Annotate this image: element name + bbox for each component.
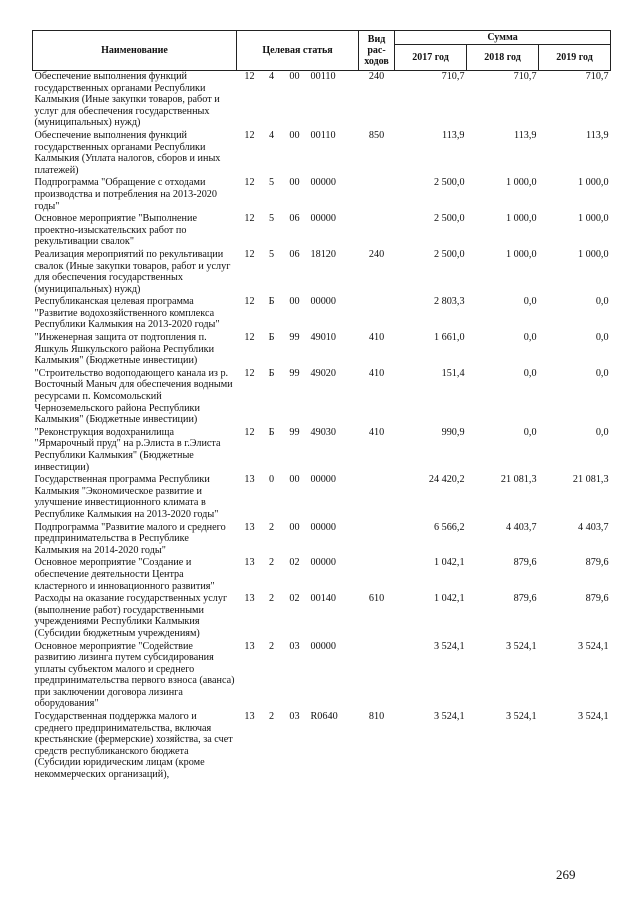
row-name: Подпрограмма "Развитие малого и среднего предпринимательства в Республике Калмыкия на 2014-2020 годы"	[34, 521, 226, 556]
amount-2019: 1 000,0	[577, 248, 609, 260]
table-row	[33, 249, 611, 296]
table-row	[33, 711, 611, 782]
amount-2017: 1 661,0	[433, 332, 465, 344]
amount-2017: 2 803,3	[433, 296, 465, 308]
amount-2017: 6 566,2	[433, 521, 465, 533]
amount-2019: 4 403,7	[577, 521, 609, 533]
header-target-article: Целевая статья	[237, 31, 359, 71]
code-direction: 49030	[310, 426, 336, 438]
amount-2018: 1 000,0	[505, 248, 537, 260]
code-direction: 49020	[310, 367, 336, 379]
row-name: Реализация мероприятий по рекультивации свалок (Иные закупки товаров, работ и услуг для обеспечения государственных (муниципальных) нужд)	[34, 248, 231, 295]
row-name: Основное мероприятие "Выполнение проектно-изыскательских работ по рекультивации свалок"	[34, 213, 197, 248]
row-name: Республиканская целевая программа "Развитие водохозяйственного комплекса Республики Калмыкия на 2013-2020 годы"	[34, 296, 220, 331]
amount-2017: 1 042,1	[433, 593, 465, 605]
code-event: 99	[289, 367, 300, 379]
code-subprogram: 2	[268, 521, 275, 533]
code-direction: 00000	[310, 521, 336, 533]
code-direction: 00000	[310, 640, 336, 652]
table-row	[33, 557, 611, 593]
row-name: Основное мероприятие "Содействие развитию лизинга путем субсидирования уплаты субъектом малого и среднего предпринимательства первого взноса (аванса) при заключении договора лизинга оборудования"	[34, 640, 235, 710]
amount-2018: 879,6	[513, 593, 537, 605]
expense-type	[359, 177, 395, 213]
row-name: Обеспечение выполнения функций государственных органами Республики Калмыкия (Иные закупки товаров, работ и услуг для обеспечения государственных (муниципальных) нужд)	[34, 71, 220, 129]
expense-type	[359, 213, 395, 249]
expense-type: 410	[368, 332, 385, 344]
code-direction: 00140	[310, 593, 336, 605]
code-direction: 00110	[310, 71, 336, 82]
code-subprogram: 2	[268, 711, 275, 723]
table-row	[33, 213, 611, 249]
code-direction: 00110	[310, 129, 336, 141]
code-subprogram: 2	[268, 640, 275, 652]
amount-2019: 0,0	[595, 296, 609, 308]
amount-2019: 113,9	[586, 129, 609, 141]
header-expense-type: Вид рас-ходов	[359, 31, 395, 71]
amount-2019: 3 524,1	[577, 640, 609, 652]
expense-type: 410	[368, 367, 385, 379]
code-direction: R0640	[310, 711, 338, 723]
amount-2017: 3 524,1	[433, 711, 465, 723]
header-year-2019: 2019 год	[539, 45, 611, 71]
code-program: 12	[244, 177, 255, 189]
code-program: 13	[244, 557, 255, 569]
amount-2018: 21 081,3	[500, 474, 537, 486]
code-program: 13	[244, 521, 255, 533]
code-direction: 00000	[310, 213, 336, 225]
amount-2017: 2 500,0	[433, 213, 465, 225]
code-program: 12	[244, 248, 255, 260]
header-sum: Сумма	[395, 31, 611, 45]
table-row	[33, 474, 611, 521]
row-name: "Инженерная защита от подтопления п. Яшкуль Яшкульского района Республики Калмыкия" (Бюджетные инвестиции)	[34, 332, 215, 367]
code-program: 12	[244, 129, 255, 141]
code-direction: 00000	[310, 557, 336, 569]
code-subprogram: Б	[268, 426, 275, 438]
table-row	[33, 296, 611, 332]
amount-2018: 3 524,1	[505, 711, 537, 723]
expense-type: 410	[368, 426, 385, 438]
row-name: Основное мероприятие "Создание и обеспечение деятельности Центра кластерного и инновационного развития"	[34, 557, 215, 592]
expense-type: 810	[368, 711, 385, 723]
amount-2017: 3 524,1	[433, 640, 465, 652]
amount-2017: 2 500,0	[433, 248, 465, 260]
code-event: 03	[289, 711, 300, 723]
code-event: 03	[289, 640, 300, 652]
code-program: 12	[244, 332, 255, 344]
amount-2018: 4 403,7	[505, 521, 537, 533]
amount-2019: 0,0	[595, 426, 609, 438]
code-subprogram: Б	[268, 332, 275, 344]
row-name: Обеспечение выполнения функций государственных органами Республики Калмыкия (Уплата налогов, сборов и иных платежей)	[34, 129, 221, 176]
expense-type: 610	[368, 593, 385, 605]
amount-2018: 0,0	[523, 426, 537, 438]
amount-2019: 879,6	[585, 557, 609, 569]
code-subprogram: 4	[268, 129, 275, 141]
amount-2019: 879,6	[585, 593, 609, 605]
table-row	[33, 332, 611, 368]
row-name: Государственная поддержка малого и среднего предпринимательства, включая крестьянские (фермерские) хозяйства, за счет средств республиканского бюджета (Субсидии юридическим лицам (кроме некоммерческих организаций),	[34, 711, 233, 781]
table-row	[33, 368, 611, 427]
row-name: Расходы на оказание государственных услуг (выполнение работ) государственными учреждениями Республики Калмыкия (Субсидии бюджетным учреждениям)	[34, 593, 228, 639]
amount-2017: 2 500,0	[433, 177, 465, 189]
code-program: 13	[244, 593, 255, 605]
row-name: "Строительство водоподающего канала из р. Восточный Маныч для обеспечения водными ресурсами п. Комсомольский Черноземельского района Республики Калмыкия" (Бюджетные инвестиции)	[34, 367, 233, 426]
code-subprogram: 5	[268, 213, 275, 225]
amount-2017: 151,4	[441, 367, 465, 379]
table-row	[33, 427, 611, 474]
page-number: 269	[556, 867, 576, 882]
expense-type: 240	[368, 248, 385, 260]
table-row	[33, 130, 611, 177]
expense-type	[359, 522, 395, 558]
amount-2019: 1 000,0	[577, 213, 609, 225]
code-subprogram: 4	[268, 71, 275, 82]
amount-2017: 1 042,1	[433, 557, 465, 569]
code-direction: 00000	[310, 177, 336, 189]
amount-2019: 710,7	[585, 71, 609, 82]
row-name: Подпрограмма "Обращение с отходами производства и потребления на 2013-2020 годы"	[34, 177, 217, 212]
header-name: Наименование	[33, 31, 237, 71]
code-direction: 49010	[310, 332, 336, 344]
amount-2018: 0,0	[523, 296, 537, 308]
header-year-2017: 2017 год	[395, 45, 467, 71]
row-name: "Реконструкция водохранилища "Ярмарочный пруд" на р.Элиста в г.Элиста Республики Калмыкия" (Бюджетные инвестиции)	[34, 426, 221, 473]
amount-2017: 710,7	[441, 71, 465, 82]
code-event: 06	[289, 248, 300, 260]
amount-2019: 21 081,3	[572, 474, 609, 486]
amount-2018: 0,0	[523, 332, 537, 344]
amount-2018: 3 524,1	[505, 640, 537, 652]
code-program: 12	[244, 367, 255, 379]
amount-2017: 990,9	[441, 426, 465, 438]
code-event: 02	[289, 557, 300, 569]
code-event: 00	[289, 296, 300, 308]
amount-2018: 710,7	[513, 71, 537, 82]
amount-2019: 1 000,0	[577, 177, 609, 189]
code-event: 99	[289, 426, 300, 438]
code-subprogram: Б	[268, 367, 275, 379]
table-row	[33, 593, 611, 640]
code-event: 00	[289, 71, 300, 82]
code-subprogram: Б	[268, 296, 275, 308]
code-program: 13	[244, 474, 255, 486]
code-event: 00	[289, 177, 300, 189]
amount-2018: 1 000,0	[505, 177, 537, 189]
code-event: 00	[289, 474, 300, 486]
table-row	[33, 177, 611, 213]
code-subprogram: 2	[268, 593, 275, 605]
code-event: 00	[289, 129, 300, 141]
code-direction: 00000	[310, 474, 336, 486]
code-subprogram: 2	[268, 557, 275, 569]
amount-2018: 0,0	[523, 367, 537, 379]
code-event: 99	[289, 332, 300, 344]
amount-2018: 113,9	[513, 129, 537, 141]
budget-table	[32, 30, 611, 782]
code-subprogram: 0	[268, 474, 275, 486]
amount-2017: 113,9	[441, 129, 465, 141]
table-body	[33, 71, 611, 782]
expense-type: 240	[368, 71, 385, 82]
row-name: Государственная программа Республики Калмыкия "Экономическое развитие и улучшение инвестиционного климата в Республике Калмыкия на 2013-2020 годы"	[34, 474, 219, 520]
amount-2019: 0,0	[595, 332, 609, 344]
expense-type: 850	[368, 129, 385, 141]
amount-2018: 879,6	[513, 557, 537, 569]
table-row	[33, 641, 611, 712]
table-row	[33, 522, 611, 558]
code-program: 12	[244, 296, 255, 308]
amount-2017: 24 420,2	[428, 474, 465, 486]
expense-type	[359, 474, 395, 521]
expense-type	[359, 641, 395, 712]
code-subprogram: 5	[268, 248, 275, 260]
code-event: 06	[289, 213, 300, 225]
code-event: 00	[289, 521, 300, 533]
code-direction: 00000	[310, 296, 336, 308]
code-direction: 18120	[310, 248, 336, 260]
amount-2019: 0,0	[595, 367, 609, 379]
code-program: 13	[244, 640, 255, 652]
table-row	[33, 71, 611, 130]
header-year-2018: 2018 год	[467, 45, 539, 71]
code-program: 13	[244, 711, 255, 723]
code-program: 12	[244, 213, 255, 225]
amount-2018: 1 000,0	[505, 213, 537, 225]
amount-2019: 3 524,1	[577, 711, 609, 723]
table-header	[33, 31, 611, 71]
expense-type	[359, 557, 395, 593]
code-program: 12	[244, 426, 255, 438]
code-event: 02	[289, 593, 300, 605]
code-program: 12	[244, 71, 255, 82]
code-subprogram: 5	[268, 177, 275, 189]
expense-type	[359, 296, 395, 332]
